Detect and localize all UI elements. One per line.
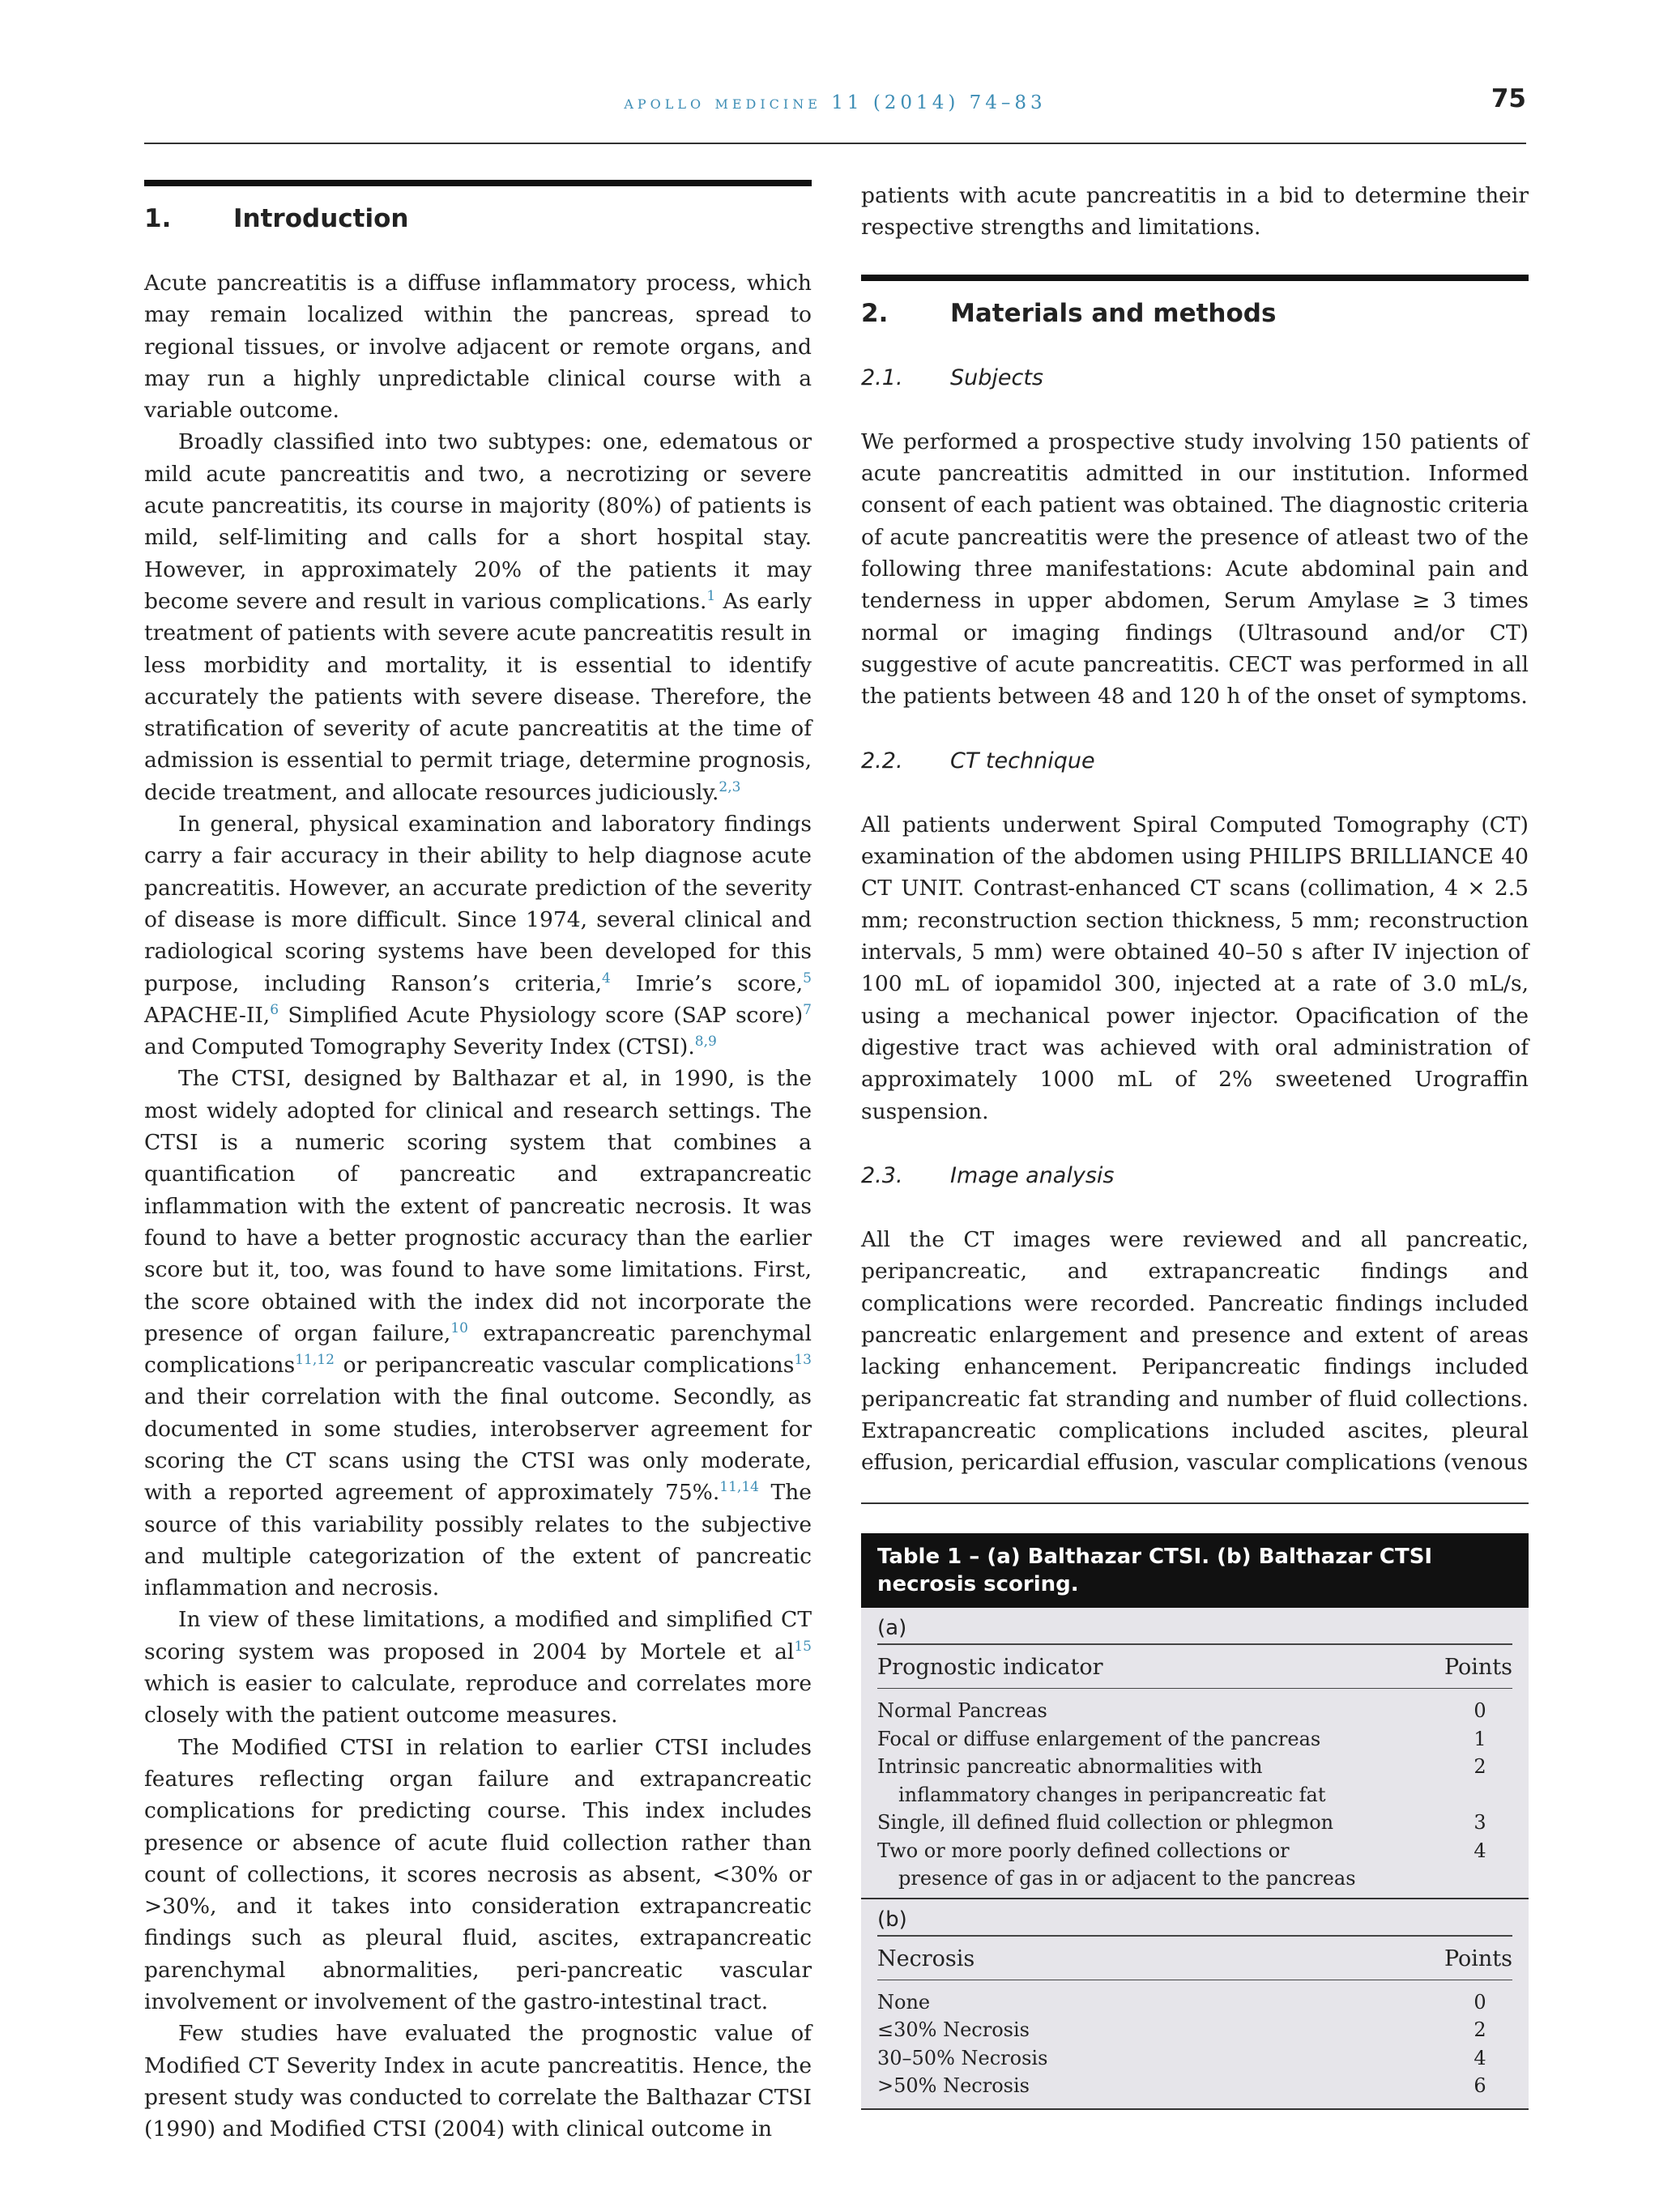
table-row: Normal Pancreas 0 [877, 1699, 1486, 1722]
paragraph: The CTSI, designed by Balthazar et al, in 1990, is the most widely adopted for clinical and research settings. The CTSI is a numeric scoring system that combines a quantification of pancreatic and extrapancreatic inflammation with the extent of pancreatic necrosis. It was found to have a better prognostic accuracy than the earlier score but it, too, was found to have some limitations. First, the score obtained with the index did not incorporate the presence of organ failure,$^{10}$ extrapancreatic parenchymal complications$^{11,12}$ or peripancreatic vascular complications$^{13}$ and their correlation with the final outcome. Secondly, as documented in some studies, interobserver agreement for scoring the CT scans using the CTSI was only moderate, with a reported agreement of approximately 75%.$^{11,14}$ The source of this variability possibly relates to the subjective and multiple categorization of the extent of pancreatic inflammation and necrosis. [144, 1066, 812, 1601]
section-number: 1. [144, 204, 172, 234]
reference-link[interactable]: 2,3 [719, 778, 741, 795]
table-row: None 0 [877, 1990, 1486, 2014]
table-row: ≤30% Necrosis 2 [877, 2018, 1486, 2041]
section-title: Materials and methods [950, 298, 1277, 328]
table-part-label: (a) [877, 1608, 1512, 1645]
subsection-heading-image-analysis: 2.3. Image analysis [861, 1162, 1115, 1188]
table-body [861, 1608, 1529, 2110]
reference-link[interactable]: 10 [450, 1319, 468, 1336]
section-heading-introduction [144, 180, 812, 243]
paragraph: All patients underwent Spiral Computed Tomography (CT) examination of the abdomen using PHILIPS BRILLIANCE 40 CT UNIT. Contrast-enhanced CT scans (collimation, 4 × 2.5 mm; reconstruction section thickness, 5 mm; reconstruction intervals, 5 mm) were obtained 40–50 s after IV injection of 100 mL of iopamidol 300, injected at a rate of 3.0 mL/s, using a mechanical power injector. Opacification of the digestive tract was achieved with oral administration of approximately 1000 mL of 2% sweetened Urograffin suspension. [861, 812, 1529, 1124]
paragraph: All the CT images were reviewed and all pancreatic, peripancreatic, and extrapancreatic findings and complications were recorded. Pancreatic findings included pancreatic enlargement and presence and extent of areas lacking enhancement. Peripancreatic findings included peripancreatic fat stranding and number of fluid collections. Extrapancreatic complications included ascites, pleural effusion, pericardial effusion, vascular complications (venous [861, 1227, 1529, 1476]
paragraph: We performed a prospective study involving 150 patients of acute pancreatitis admitted in our institution. Informed consent of each patient was obtained. The diagnostic criteria of acute pancreatitis were the presence of atleast two of the following three manifestations: Acute abdominal pain and tenderness in upper abdomen, Serum Amylase ≥ 3 times normal or imaging findings (Ultrasound and/or CT) suggestive of acute pancreatitis. CECT was performed in all the patients between 48 and 120 h of the onset of symptoms. [861, 428, 1529, 710]
table-row: Focal or diffuse enlargement of the pancreas 1 [877, 1727, 1486, 1750]
section-number: 2. [861, 298, 889, 328]
page-header [144, 84, 1526, 144]
reference-link[interactable]: 6 [270, 1002, 279, 1018]
journal-title: apollo medicine 11 (2014) 74–83 [624, 92, 1047, 113]
reference-link[interactable]: 8,9 [694, 1034, 717, 1051]
table-header: Prognostic indicator Points [877, 1645, 1512, 1689]
page-number: 75 [1491, 84, 1526, 113]
table-header: Necrosis Points [877, 1937, 1512, 1980]
reference-link[interactable]: 11,12 [295, 1352, 335, 1369]
table-row: Two or more poorly defined collections or presence of gas in or adjacent to the pancreas 4 [877, 1839, 1486, 1890]
reference-link[interactable]: 1 [706, 588, 716, 605]
subsection-heading-ct-technique: 2.2. CT technique [861, 748, 1095, 774]
table-row: 30–50% Necrosis 4 [877, 2046, 1486, 2069]
reference-link[interactable]: 7 [803, 1002, 812, 1018]
paragraph: The Modified CTSI in relation to earlier CTSI includes features reflecting organ failure and extrapancreatic complications for predicting course. This index includes presence or absence of acute fluid collection rather than count of collections, it scores necrosis as absent, <30% or >30%, and it takes into consideration extrapancreatic findings such as pleural fluid, ascites, extrapancreatic parenchymal abnormalities, peri-pancreatic vascular involvement or involvement of the gastro-intestinal tract. [144, 1734, 812, 2015]
left-column [144, 180, 812, 2146]
paragraph: patients with acute pancreatitis in a bid to determine their respective strengths and limitations. [861, 183, 1529, 241]
reference-link[interactable]: 11,14 [719, 1479, 759, 1496]
table-row: Single, ill defined fluid collection or phlegmon 3 [877, 1811, 1486, 1834]
paragraph: In general, physical examination and laboratory findings carry a fair accuracy in their ability to help diagnose acute pancreatitis. However, an accurate prediction of the severity of disease is more difficult. Since 1974, several clinical and radiological scoring systems have been developed for this purpose, including Ranson’s criteria,$^4$ Imrie’s score,$^5$ APACHE-II,$^6$ Simplified Acute Physiology score (SAP score)$^7$ and Computed Tomography Severity Index (CTSI).$^{8,9}$ [144, 812, 812, 1060]
reference-link[interactable]: 4 [602, 970, 611, 987]
table-part-label: (b) [877, 1899, 1512, 1937]
table-caption: Table 1 – (a) Balthazar CTSI. (b) Balthazar CTSI necrosis scoring. [861, 1533, 1529, 1608]
paragraph: Acute pancreatitis is a diffuse inflammatory process, which may remain localized within the pancreas, spread to regional tissues, or involve adjacent or remote organs, and may run a highly unpredictable clinical course with a variable outcome. [144, 271, 812, 424]
section-title: Introduction [233, 204, 409, 234]
paragraph: In view of these limitations, a modified and simplified CT scoring system was proposed in 2004 by Mortele et $al^{15}$ which is easier to calculate, reproduce and correlates more closely with the patient outcome measures. [144, 1607, 812, 1728]
table-row: Intrinsic pancreatic abnormalities with inflammatory changes in peripancreatic fat 2 [877, 1755, 1486, 1806]
table-1 [861, 1502, 1529, 2110]
table-rows-b [877, 1980, 1512, 2105]
paragraph: Few studies have evaluated the prognostic value of Modified CT Severity Index in acute pancreatitis. Hence, the present study was conducted to correlate the Balthazar CTSI (1990) and Modified CTSI (2004) with clinical outcome in [144, 2021, 812, 2142]
section-heading-materials-methods [861, 275, 1529, 338]
reference-link[interactable]: 15 [794, 1638, 812, 1655]
table-rows-a [877, 1689, 1512, 1898]
right-column [861, 180, 1529, 1479]
subsection-heading-subjects: 2.1. Subjects [861, 364, 1044, 390]
table-row: >50% Necrosis 6 [877, 2074, 1486, 2097]
reference-link[interactable]: 13 [794, 1352, 812, 1369]
reference-link[interactable]: 5 [803, 970, 812, 987]
paragraph: Broadly classified into two subtypes: one, edematous or mild acute pancreatitis and two, a necrotizing or severe acute pancreatitis, its course in majority (80%) of patients is mild, self-limiting and calls for a short hospital stay. However, in approximately 20% of the patients it may become severe and result in various complications.$^1$ As early treatment of patients with severe acute pancreatitis result in less morbidity and mortality, it is essential to identify accurately the patients with severe disease. Therefore, the stratification of severity of acute pancreatitis at the time of admission is essential to permit triage, determine prognosis, decide treatment, and allocate resources judiciously.$^{2,3}$ [144, 429, 812, 805]
